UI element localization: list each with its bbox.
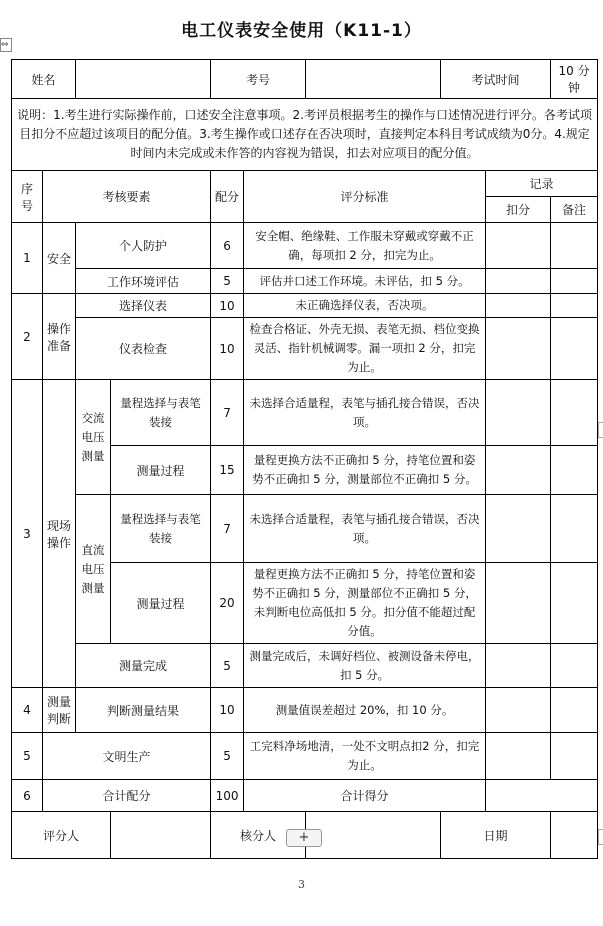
row3-dc-range-score: 7 bbox=[211, 495, 244, 563]
row1-item1-name: 个人防护 bbox=[76, 223, 211, 269]
exam-time-value: 10 分钟 bbox=[551, 60, 598, 99]
row3-ac-measure-remark[interactable] bbox=[551, 446, 598, 495]
checker-field[interactable] bbox=[306, 812, 441, 859]
row4-deduct[interactable] bbox=[486, 688, 551, 733]
row3-ac-range-name: 量程选择与表笔装接 bbox=[111, 380, 211, 446]
row5-criteria: 工完料净场地清，一处不文明点扣2 分，扣完为止。 bbox=[244, 733, 486, 780]
row3-ac-measure-name: 测量过程 bbox=[111, 446, 211, 495]
totals-row bbox=[12, 780, 598, 812]
row3-complete-name: 测量完成 bbox=[76, 644, 211, 688]
total-score-field[interactable] bbox=[486, 780, 598, 812]
row1-item2-deduct[interactable] bbox=[486, 269, 551, 294]
row3-dc-measure-criteria: 量程更换方法不正确扣 5 分，持笔位置和姿势不正确扣 5 分，测量部位不正确扣 5 分，未判断电位高低扣 5 分。扣分值不能超过配分值。 bbox=[244, 563, 486, 644]
table-row bbox=[12, 380, 598, 446]
row3-ac-range-remark[interactable] bbox=[551, 380, 598, 446]
total-score-label: 合计得分 bbox=[244, 780, 486, 812]
row6-name: 合计配分 bbox=[43, 780, 211, 812]
page-title: 电工仪表安全使用（K11-1） bbox=[181, 21, 422, 41]
row2-item1-name: 选择仪表 bbox=[76, 294, 211, 318]
table-row bbox=[12, 495, 598, 563]
row3-dc-measure-deduct[interactable] bbox=[486, 563, 551, 644]
row2-item1-deduct[interactable] bbox=[486, 294, 551, 318]
row1-item1-score: 6 bbox=[211, 223, 244, 269]
row5-name: 文明生产 bbox=[43, 733, 211, 780]
row3-complete-remark[interactable] bbox=[551, 644, 598, 688]
row6-score: 100 bbox=[211, 780, 244, 812]
row3-dc-measure-name: 测量过程 bbox=[111, 563, 211, 644]
date-label: 日期 bbox=[441, 812, 551, 859]
column-header-row bbox=[12, 171, 598, 197]
page-number: 3 bbox=[298, 878, 305, 891]
table-move-handle-icon[interactable]: ⇔ bbox=[0, 38, 12, 52]
scorer-label: 评分人 bbox=[12, 812, 111, 859]
table-row bbox=[12, 318, 598, 380]
remark-header: 备注 bbox=[551, 197, 598, 223]
table-row bbox=[12, 733, 598, 780]
row2-item2-score: 10 bbox=[211, 318, 244, 380]
score-header: 配分 bbox=[211, 171, 244, 223]
row2-item2-deduct[interactable] bbox=[486, 318, 551, 380]
scoring-table bbox=[11, 59, 598, 859]
name-label: 姓名 bbox=[12, 60, 76, 99]
row3-dc-measure-remark[interactable] bbox=[551, 563, 598, 644]
row3-complete-criteria: 测量完成后，未调好档位、被测设备未停电，扣 5 分。 bbox=[244, 644, 486, 688]
row2-category: 操作准备 bbox=[43, 294, 76, 380]
add-row-button[interactable]: + bbox=[286, 829, 322, 847]
row3-ac-range-criteria: 未选择合适量程，表笔与插孔接合错误，否决项。 bbox=[244, 380, 486, 446]
row2-item2-criteria: 检查合格证、外壳无损、表笔无损、档位变换灵活、指针机械调零。漏一项扣 2 分，扣完为止。 bbox=[244, 318, 486, 380]
date-field[interactable] bbox=[551, 812, 598, 859]
row2-item1-criteria: 未正确选择仪表，否决项。 bbox=[244, 294, 486, 318]
criteria-header: 评分标准 bbox=[244, 171, 486, 223]
row2-item2-remark[interactable] bbox=[551, 318, 598, 380]
exam-no-field[interactable] bbox=[306, 60, 441, 99]
row3-complete-score: 5 bbox=[211, 644, 244, 688]
row4-remark[interactable] bbox=[551, 688, 598, 733]
resize-handle-icon[interactable] bbox=[598, 829, 603, 845]
row2-seq: 2 bbox=[12, 294, 43, 380]
instructions-text: 说明：1.考生进行实际操作前，口述安全注意事项。2.考评员根据考生的操作与口述情况进行评分。各考试项目扣分不应超过该项目的配分值。3.考生操作或口述存在否决项时，直接判定本科目考试成绩为0分。4.规定时间内未完成或未作答的内容视为错误，扣去对应项目的配分值。 bbox=[12, 99, 598, 171]
row3-ac-range-score: 7 bbox=[211, 380, 244, 446]
exam-no-label: 考号 bbox=[211, 60, 306, 99]
deduct-header: 扣分 bbox=[486, 197, 551, 223]
row3-ac-measure-deduct[interactable] bbox=[486, 446, 551, 495]
table-row bbox=[12, 223, 598, 269]
row2-item1-remark[interactable] bbox=[551, 294, 598, 318]
row3-ac-measure-criteria: 量程更换方法不正确扣 5 分，持笔位置和姿势不正确扣 5 分，测量部位不正确扣 5 分。 bbox=[244, 446, 486, 495]
row3-seq: 3 bbox=[12, 380, 43, 688]
instructions-row bbox=[12, 99, 598, 171]
row3-dc-range-name: 量程选择与表笔装接 bbox=[111, 495, 211, 563]
record-header: 记录 bbox=[486, 171, 598, 197]
scorer-field[interactable] bbox=[111, 812, 211, 859]
row3-ac-range-deduct[interactable] bbox=[486, 380, 551, 446]
row3-category: 现场操作 bbox=[43, 380, 76, 688]
row5-score: 5 bbox=[211, 733, 244, 780]
table-row bbox=[12, 644, 598, 688]
row3-ac-group: 交流电压测量 bbox=[76, 380, 111, 495]
row1-seq: 1 bbox=[12, 223, 43, 294]
row1-item2-name: 工作环境评估 bbox=[76, 269, 211, 294]
row3-dc-range-criteria: 未选择合适量程，表笔与插孔接合错误，否决项。 bbox=[244, 495, 486, 563]
name-field[interactable] bbox=[76, 60, 211, 99]
table-row bbox=[12, 294, 598, 318]
table-row bbox=[12, 688, 598, 733]
row1-category: 安全 bbox=[43, 223, 76, 294]
row3-dc-measure-score: 20 bbox=[211, 563, 244, 644]
row4-category: 测量判断 bbox=[43, 688, 76, 733]
row1-item1-criteria: 安全帽、绝缘鞋、工作服未穿戴或穿戴不正确，每项扣 2 分，扣完为止。 bbox=[244, 223, 486, 269]
row1-item2-criteria: 评估并口述工作环境。未评估，扣 5 分。 bbox=[244, 269, 486, 294]
exam-time-label: 考试时间 bbox=[441, 60, 551, 99]
row2-item1-score: 10 bbox=[211, 294, 244, 318]
row4-seq: 4 bbox=[12, 688, 43, 733]
row2-item2-name: 仪表检查 bbox=[76, 318, 211, 380]
row3-dc-group: 直流电压测量 bbox=[76, 495, 111, 644]
row4-name: 判断测量结果 bbox=[76, 688, 211, 733]
row3-ac-measure-score: 15 bbox=[211, 446, 244, 495]
row5-deduct[interactable] bbox=[486, 733, 551, 780]
resize-handle-icon[interactable] bbox=[598, 422, 603, 438]
row4-score: 10 bbox=[211, 688, 244, 733]
row1-item1-remark[interactable] bbox=[551, 223, 598, 269]
element-header: 考核要素 bbox=[43, 171, 211, 223]
seq-header: 序号 bbox=[12, 171, 43, 223]
row1-item2-remark[interactable] bbox=[551, 269, 598, 294]
table-row bbox=[12, 269, 598, 294]
row5-seq: 5 bbox=[12, 733, 43, 780]
row3-dc-range-deduct[interactable] bbox=[486, 495, 551, 563]
row3-complete-deduct[interactable] bbox=[486, 644, 551, 688]
row4-criteria: 测量值误差超过 20%，扣 10 分。 bbox=[244, 688, 486, 733]
header-row bbox=[12, 60, 598, 99]
row1-item2-score: 5 bbox=[211, 269, 244, 294]
row6-seq: 6 bbox=[12, 780, 43, 812]
row1-item1-deduct[interactable] bbox=[486, 223, 551, 269]
checker-label: 核分人 bbox=[211, 812, 306, 859]
row3-dc-range-remark[interactable] bbox=[551, 495, 598, 563]
row5-remark[interactable] bbox=[551, 733, 598, 780]
